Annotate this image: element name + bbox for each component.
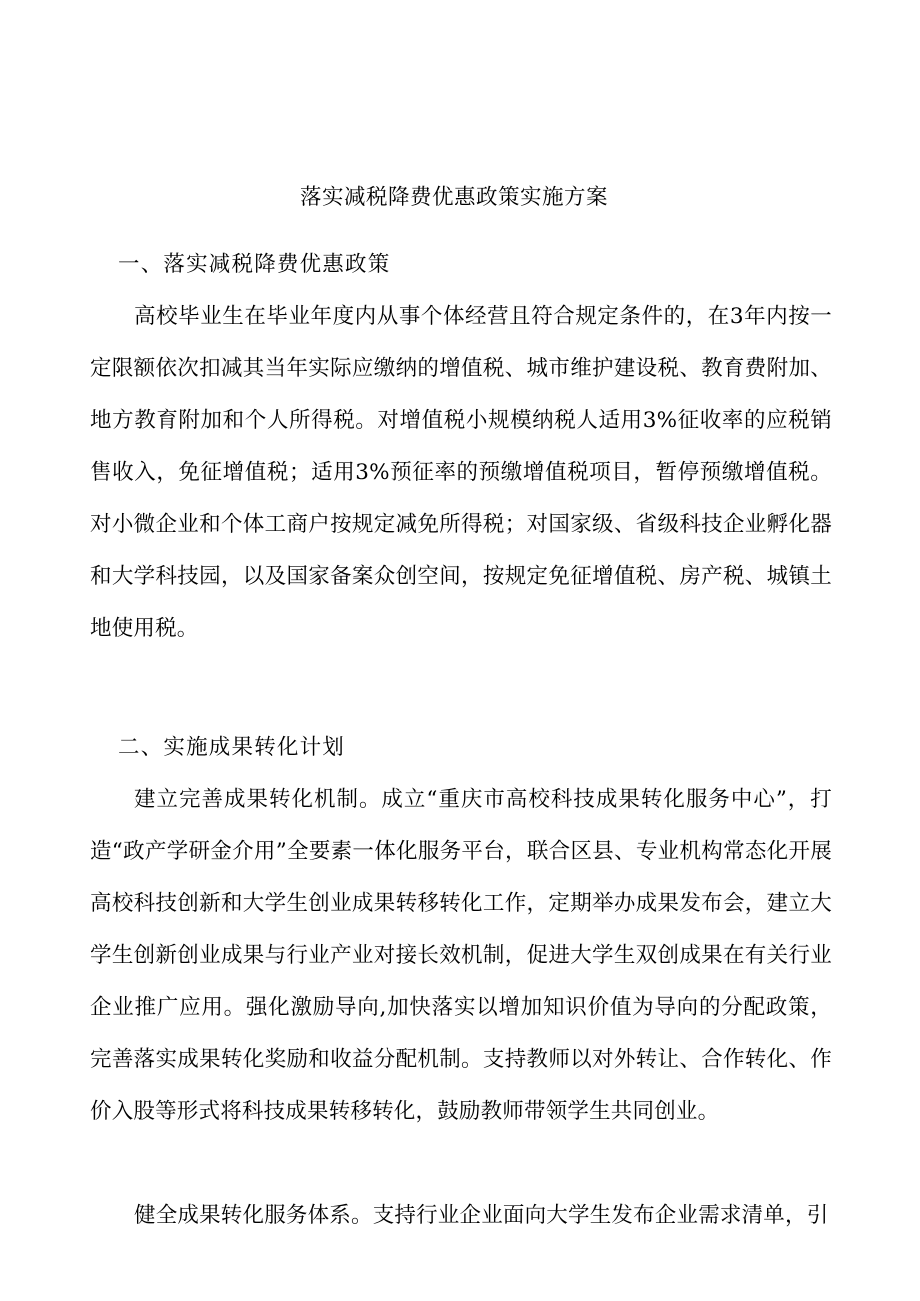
section-1-paragraph-1: 高校毕业生在毕业年度内从事个体经营且符合规定条件的，在3年内按一定限额依次扣减其当年实际应缴纳的增值税、城市维护建设税、教育费附加、地方教育附加和个人所得税。对增值税小规模纳税人适用3%征收率的应税销售收入，免征增值税；适用3%预征率的预缴增值税项目，暂停预缴增值税。对小微企业和个体工商户按规定减免所得税；对国家级、省级科技企业孵化器和大学科技园，以及国家备案众创空间，按规定免征增值税、房产税、城镇土地使用税。 bbox=[90, 304, 832, 641]
section-2-paragraph-1: 建立完善成果转化机制。成立“重庆市高校科技成果转化服务中心”，打造“政产学研金介用”全要素一体化服务平台，联合区县、专业机构常态化开展高校科技创新和大学生创业成果转移转化工作，定期举办成果发布会，建立大学生创新创业成果与行业产业对接长效机制，促进大学生双创成果在有关行业企业推广应用。强化激励导向,加快落实以增加知识价值为导向的分配政策，完善落实成果转化奖励和收益分配机制。支持教师以对外转让、合作转化、作价入股等形式将科技成果转移转化，鼓励教师带领学生共同创业。 bbox=[90, 787, 832, 1124]
section-2-paragraph-2: 健全成果转化服务体系。支持行业企业面向大学生发布企业需求清单，引 bbox=[134, 1203, 829, 1228]
paragraph-spacer bbox=[90, 655, 832, 707]
section-heading-1: 一、落实减税降费优惠政策 bbox=[118, 252, 391, 277]
document-content bbox=[90, 0, 832, 1242]
paragraph-spacer bbox=[90, 1138, 832, 1190]
page-title: 落实减税降费优惠政策实施方案 bbox=[299, 185, 608, 210]
section-heading-2: 二、实施成果转化计划 bbox=[118, 735, 346, 760]
